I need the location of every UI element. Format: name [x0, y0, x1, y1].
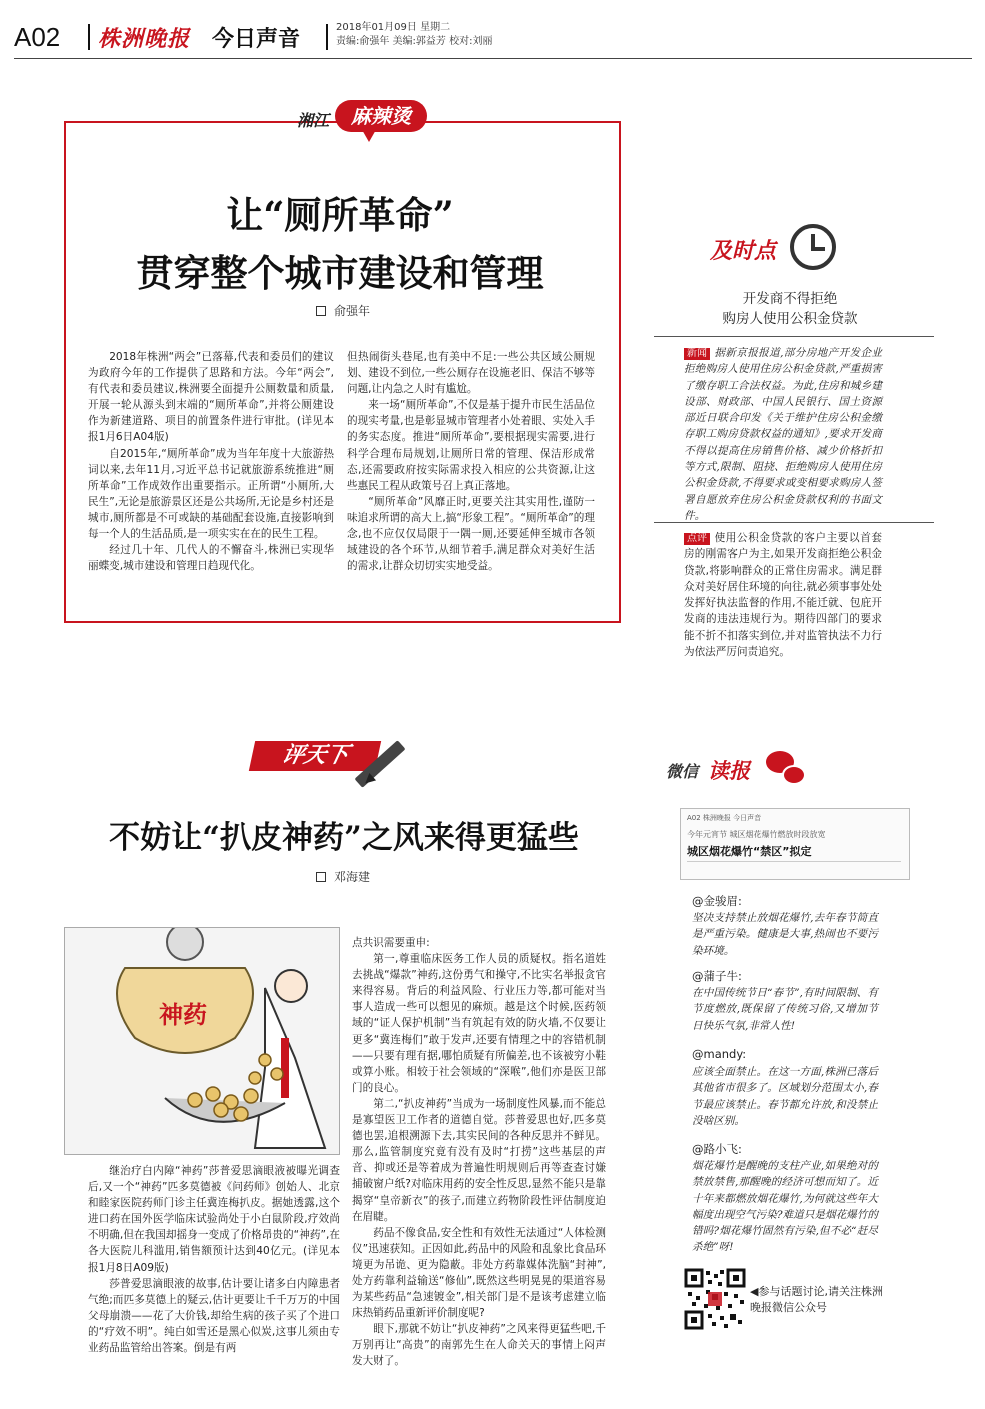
article-a-col2: [347, 349, 595, 574]
comment-text: 坚决支持禁止放烟花爆竹,去年春节简直是严重污染。健康是大事,热闹也不要污染环境。: [692, 912, 878, 957]
qr-code-icon[interactable]: [684, 1268, 746, 1330]
wechat-bubble-icon: [782, 765, 806, 785]
medicine-illustration: [64, 927, 340, 1155]
paragraph: 第一,尊重临床医务工作人员的质疑权。指名道姓去挑战“爆款”神药,这份勇气和操守,不比实名举报贪官来得容易。背后的利益风险、行业压力等,都可能对当事人造成一些可以想见的麻烦。越是这个时候,医药领域的“证人保护机制”当有筑起有效的防火墙,不仅要让更多“冀连梅们”敢于发声,还要有情理之中的容错机制——只要有理有据,哪怕质疑有所偏差,也不该被穷小鞋或算小账。相较于社会领域的“深喉”,他们亦是医卫部门的良心。: [352, 953, 606, 1094]
jishi-news: [684, 345, 882, 524]
thumb-header: A02 株洲晚报 今日声音: [687, 814, 762, 822]
header-divider: [326, 24, 328, 50]
staff-credits: 责编:俞强年 美编:郭益芳 校对:刘丽: [336, 36, 493, 47]
tag-label: 及时点: [710, 239, 777, 264]
article-a-col1: [88, 349, 334, 574]
divider: [687, 861, 901, 862]
comment-user: @路小飞:: [692, 1142, 742, 1156]
article-b-byline: [316, 868, 370, 885]
comment-user: @mandy:: [692, 1047, 747, 1061]
paragraph: “厕所革命”风靡正时,更要关注其实用性,谨防一味追求所谓的高大上,搞“形象工程”。“厕所革命”的理念,也不应仅仅局限于一隅一厕,还要延伸至城市各领域建设的各个环节,从细节着手,满足群众对美好生活的需求,让群众切切实实地受益。: [347, 495, 595, 573]
comment-text: 应该全面禁止。在这一方面,株洲已落后其他省市很多了。区域划分范围太小,春节最应该禁止。春节都允许放,和没禁止没啥区别。: [692, 1066, 878, 1127]
page-number: A02: [14, 22, 61, 52]
news-text: 据新京报报道,部分房地产开发企业拒绝购房人使用住房公积金贷款,严重损害了缴存职工合法权益。为此,住房和城乡建设部、财政部、中国人民银行、国土资源部近日联合印发《关于维护住房公积金缴存职工购房贷款权益的通知》,要求开发商不得以提高住房销售价格、减少价格折扣等方式,限制、阻挠、拒绝购房人使用住房公积金贷款,不得要求或变相要求购房人签署自愿放弃住房公积金贷款权利的书面文件。: [684, 347, 882, 522]
tag-lead: 湘江: [297, 111, 330, 130]
headline-line-1: 开发商不得拒绝: [742, 291, 838, 307]
article-a-title: [70, 186, 610, 302]
paragraph: 来一场“厕所革命”,不仅是基于提升市民生活品位的现实考量,也是彰显城市管理者小处着眼、实处入手的务实态度。推进“厕所革命”,要根据现实需要,进行科学合理布局规划,让厕所日常的管理、保洁形成常态,还需要政府按实际需求投入相应的公共资源,让这些惠民工程从政策号召上真正落地。: [347, 399, 595, 492]
thumb-headline: 城区烟花爆竹“禁区”拟定: [687, 845, 812, 858]
speech-bubble-tail-icon: [361, 128, 377, 142]
column-tag-pingtianxia: [252, 735, 422, 777]
tag-bubble: 麻辣烫: [335, 100, 427, 132]
issue-date: 2018年01月09日 星期二: [336, 22, 451, 33]
section-title: 今日声音: [212, 27, 301, 52]
comment-user: @金骏眉:: [692, 894, 742, 908]
byline-box-icon: [316, 306, 326, 316]
header-divider: [88, 24, 90, 50]
illustration-label: 神药: [159, 1001, 207, 1029]
headline-line-2: 购房人使用公积金贷款: [722, 311, 858, 327]
column-tag-wechat-reader: [666, 751, 816, 795]
illustration-svg: [65, 928, 340, 1155]
column-tag-malatang: [297, 100, 427, 136]
comment-badge: 点评: [684, 533, 710, 545]
tag-label-b: 读报: [708, 759, 750, 783]
divider: [654, 336, 934, 337]
tag-label: 评天下: [249, 741, 381, 771]
column-tag-jishidian: [700, 224, 850, 272]
paragraph: 2018年株洲“两会”已落幕,代表和委员们的建议为政府今年的工作提供了思路和方法。今年“两会”,有代表和委员建议,株洲要全面提升公厕数量和质量,开展一轮从源头到末端的“厕所革命”,并将公厕建设作为新建道路、项目的前置条件进行审批。(详见本报1月6日A04版): [88, 351, 334, 444]
paragraph: 莎普爱思滴眼液的故事,估计要让诸多白内障患者气绝;而匹多莫德上的疑云,估计更要让千千万万的中国父母崩溃——花了大价钱,却给生病的孩子买了个进口的“疗效不明”。纯白如雪还是黑心似炭,这事儿须由专业药品监管给出答案。倒是有两: [88, 1277, 340, 1355]
paragraph: 但热闹街头巷尾,也有美中不足:一些公共区域公厕规划、建设不到位,一些公厕存在设施老旧、保洁不够等问题,让内急之人时有尴尬。: [347, 351, 595, 396]
title-line-1: 让“厕所革命”: [226, 193, 454, 237]
paragraph: 点共识需要重申:: [352, 937, 430, 949]
byline-box-icon: [316, 872, 326, 882]
article-b-col2: [352, 935, 606, 1370]
paragraph: 经过几十年、几代人的不懈奋斗,株洲已实现华丽蝶变,城市建设和管理日趋现代化。: [88, 544, 334, 573]
title-line-2: 贯穿整个城市建设和管理: [136, 251, 544, 295]
paragraph: 第二,“扒皮神药”当成为一场制度性风暴,而不能总是寡望医卫工作者的道德自觉。莎普爱思也好,匹多莫德也罢,追根溯源下去,其实民间的各种反思并不鲜见。那么,监管制度究竟有没有及时“打捞”这些基层的声音、抑或还是等着成为普遍性明规则后再等查查讨嫌捕破窗户纸?对临床用药的安全性反思,显然不能只是靠揭穿“皇帝新衣”的孩子,而建立药物阶段性评估制度迫在眉睫。: [352, 1097, 606, 1223]
header-rule: [14, 58, 972, 59]
paragraph: 继治疗白内障“神药”莎普爱思滴眼液被曝光调查后,又一个“神药”匹多莫德被《问药师》创始人、北京和睦家医院药师门诊主任冀连梅扒皮。据她透露,这个进口药在国外医学临床试验尚处于小白鼠阶段,疗效尚不明确,但在我国却摇身一变成了价格昂贵的“神药”,在各大医院儿科滥用,销售额预计达到40亿元。(详见本报1月8日A09版): [88, 1165, 340, 1274]
article-a-byline: [316, 302, 370, 319]
header-meta: [336, 21, 492, 49]
divider: [654, 522, 934, 523]
author-name: 邓海建: [334, 870, 371, 884]
comment-text: 烟花爆竹是醒晚的支柱产业,如果绝对的禁放禁售,那醒晚的经济可想而知了。近十年来都燃放烟花爆竹,为何就这些年大幅度出现空气污染?难道只是烟花爆竹的错吗?烟花爆竹固然有污染,但不必“赶尽杀绝”呀!: [692, 1160, 878, 1254]
comment-text: 在中国传统节日“春节”,有时间限制、有节度燃放,既保留了传统习俗,又增加节日快乐气氛,非常人性!: [692, 987, 878, 1032]
author-name: 俞强年: [334, 304, 371, 318]
paragraph: 药品不像食品,安全性和有效性无法通过“人体检测仪”迅速获知。正因如此,药品中的风险和乱象比食品环境更为吊诡、更为隐蔽。非处方药靠媒体洗脑“封神”,处方药靠利益输送“修仙”,既然这些明晃晃的渠道容易为某些药品“急速镀金”,相关部门是不是该考虑建立临床热销药品重新评价制度呢?: [352, 1226, 606, 1320]
comment-user: @蒲子牛:: [692, 969, 742, 983]
thumb-kicker: 今年元宵节 城区烟花爆竹燃放时段放宽: [687, 830, 826, 839]
jishi-headline: [642, 289, 938, 329]
news-badge: 新闻: [684, 348, 710, 360]
qr-caption: ◀参与话题讨论,请关注株洲晚报微信公众号: [750, 1285, 883, 1314]
newspaper-logo: 株洲晚报: [98, 26, 191, 52]
article-b-col1: [88, 1163, 340, 1356]
paragraph: 自2015年,“厕所革命”成为当年年度十大旅游热词以来,去年11月,习近平总书记就旅游系统推进“厕所革命”工作成效作出重要指示。正所谓“小厕所,大民生”,无论是旅游景区还是公共场所,无论是乡村还是城市,厕所都是不可或缺的基础配套设施,直接影响到每一个人的生活品质,是一项实实在在的民生工程。: [88, 447, 334, 541]
jishi-comment: [684, 530, 882, 660]
paragraph: 眼下,那就不妨让“扒皮神药”之风来得更猛些吧,千万别再让“高贵”的南郭先生在人命关天的事情上闷声发大财了。: [352, 1323, 606, 1368]
clock-icon: [790, 224, 836, 270]
comment-text: 使用公积金贷款的客户主要以首套房的刚需客户为主,如果开发商拒绝公积金贷款,将影响群众的正常住房需求。满足群众对美好居住环境的向往,就必须事事处处发挥好执法监督的作用,不能迁就、包庇开发商的违法违规行为。期待四部门的要求能不折不扣落实到位,并对监管执法不力行为依法严厉问责追究。: [684, 532, 882, 659]
article-b-title: 不妨让“扒皮神药”之风来得更猛些: [109, 820, 579, 856]
tag-label-a: 微信: [666, 762, 699, 781]
page-thumbnail: [680, 808, 910, 880]
